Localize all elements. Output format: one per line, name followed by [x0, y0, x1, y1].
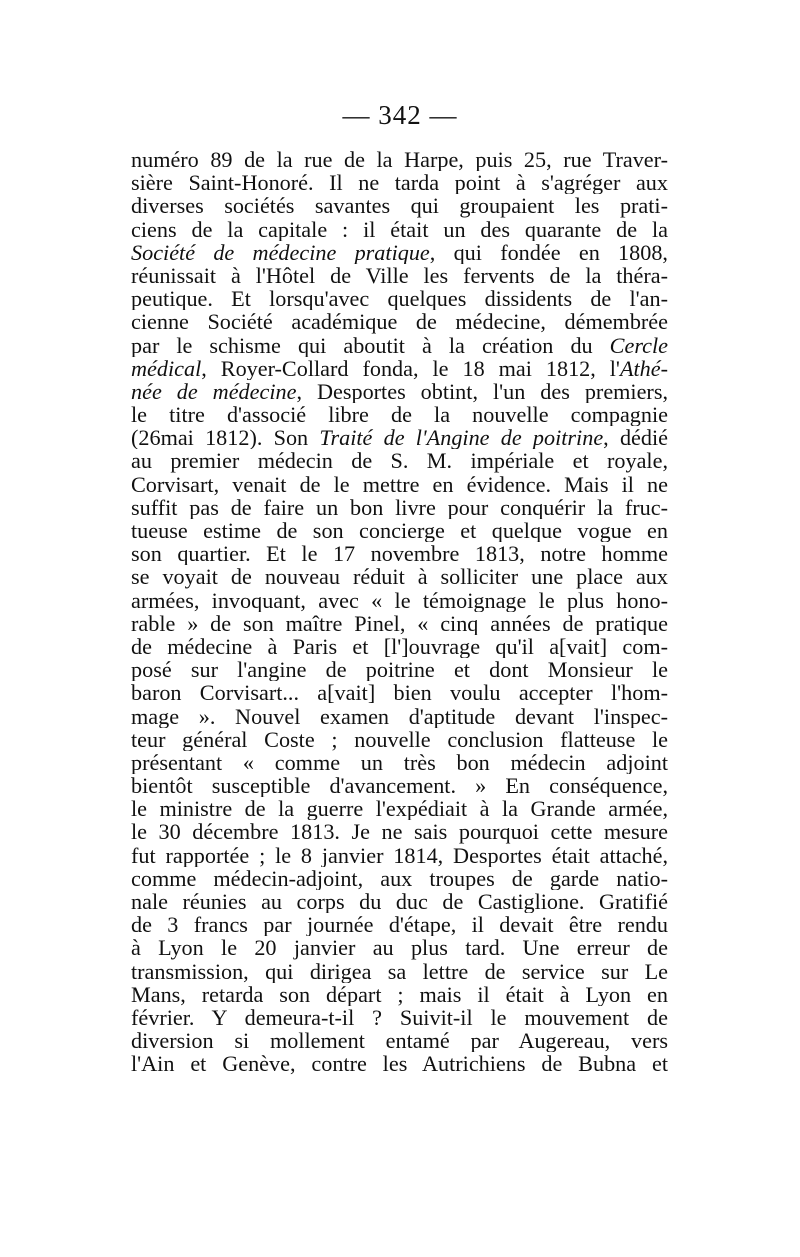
text-line — [131, 357, 668, 380]
text-segment: , dédié — [603, 426, 668, 450]
text-segment: (26mai 1812). Son — [131, 426, 320, 450]
italic-text: médical — [131, 356, 202, 380]
text-segment: baron Corvisart... a[vait] bien voulu accepter l'hom- — [131, 681, 668, 705]
text-segment: , Royer-Collard fonda, le 18 mai 1812, l' — [201, 356, 620, 380]
text-line — [131, 681, 668, 704]
text-segment: à Lyon le 20 janvier au plus tard. Une erreur de — [131, 936, 668, 960]
text-line — [131, 612, 668, 635]
text-segment: , qui fondée en 1808, — [429, 240, 668, 264]
text-line — [131, 403, 668, 426]
text-line — [131, 658, 668, 681]
text-line — [131, 496, 668, 519]
text-line — [131, 171, 668, 194]
text-line — [131, 936, 668, 959]
text-segment: bientôt susceptible d'avancement. » En conséquence, — [131, 774, 668, 798]
text-line — [131, 1006, 668, 1029]
text-segment: février. Y demeura-t-il ? Suivit-il le mouvement de — [131, 1005, 668, 1030]
text-segment: comme médecin-adjoint, aux troupes de garde natio- — [131, 866, 668, 890]
text-line — [131, 820, 668, 843]
text-line — [131, 844, 668, 867]
italic-text: Cercle — [609, 333, 668, 357]
text-segment: son quartier. Et le 17 novembre 1813, notre homme — [131, 542, 668, 566]
text-line — [131, 1052, 668, 1075]
italic-text: née de médecine — [131, 379, 297, 404]
text-line — [131, 264, 668, 287]
text-segment: l'Ain et Genève, contre les Autrichiens de Bubna et — [131, 1052, 668, 1076]
text-line — [131, 148, 668, 171]
text-line — [131, 797, 668, 820]
text-line — [131, 705, 668, 728]
text-segment: suffit pas de faire un bon livre pour conquérir la fruc- — [131, 495, 668, 519]
text-line — [131, 194, 668, 217]
italic-text: Traité de l'Angine de poitrine — [319, 426, 604, 450]
text-segment: tueuse estime de son concierge et quelque vogue en — [131, 519, 668, 543]
text-segment: sière Saint-Honoré. Il ne tarda point à s'agréger aux — [131, 171, 668, 195]
text-line — [131, 519, 668, 542]
text-line — [131, 287, 668, 310]
text-line — [131, 728, 668, 751]
text-segment: peutique. Et lorsqu'avec quelques dissidents de l'an- — [131, 287, 668, 311]
text-segment: fut rapportée ; le 8 janvier 1814, Desportes était attaché, — [131, 843, 668, 867]
text-segment: présentant « comme un très bon médecin adjoint — [131, 750, 668, 775]
text-segment: diversion si mollement entamé par Augereau, vers — [131, 1029, 668, 1053]
text-line — [131, 473, 668, 496]
text-segment: le 30 décembre 1813. Je ne sais pourquoi cette mesure — [131, 820, 668, 844]
text-line — [131, 774, 668, 797]
text-segment: teur général Coste ; nouvelle conclusion flatteuse le — [131, 727, 668, 751]
text-segment: diverses sociétés savantes qui groupaient les prati- — [131, 194, 668, 218]
italic-text: Société de médecine pratique — [131, 240, 430, 264]
text-line — [131, 565, 668, 588]
text-segment: numéro 89 de la rue de la Harpe, puis 25, rue Traver- — [131, 148, 668, 172]
text-line — [131, 635, 668, 658]
text-line — [131, 426, 668, 449]
text-line — [131, 913, 668, 936]
text-segment: réunissait à l'Hôtel de Ville les fervents de la théra- — [131, 263, 668, 288]
text-segment: se voyait de nouveau réduit à solliciter une place aux — [131, 565, 668, 589]
text-line — [131, 310, 668, 333]
text-line — [131, 241, 668, 264]
text-segment: au premier médecin de S. M. impériale et royale, — [131, 449, 668, 473]
text-segment: ciens de la capitale : il était un des quarante de la — [131, 217, 668, 241]
text-segment: posé sur l'angine de poitrine et dont Monsieur le — [131, 658, 668, 682]
text-line — [131, 542, 668, 565]
text-line — [131, 334, 668, 357]
text-segment: nale réunies au corps du duc de Castiglione. Gratifié — [131, 890, 668, 914]
text-line — [131, 1029, 668, 1052]
text-segment: par le schisme qui aboutit à la création du — [131, 333, 610, 357]
text-line — [131, 449, 668, 472]
text-line — [131, 867, 668, 890]
text-segment: le titre d'associé libre de la nouvelle compagnie — [131, 403, 668, 427]
text-segment: de médecine à Paris et [l']ouvrage qu'il a[vait] com- — [131, 634, 668, 659]
text-segment: cienne Société académique de médecine, démembrée — [131, 310, 668, 334]
page-number: — 342 — — [342, 100, 458, 130]
text-segment: , Desportes obtint, l'un des premiers, — [296, 379, 668, 404]
text-segment: Corvisart, venait de le mettre en évidence. Mais il ne — [131, 472, 668, 496]
italic-text: Athé- — [619, 356, 668, 380]
text-segment: de 3 francs par journée d'étape, il devait être rendu — [131, 913, 668, 937]
text-line — [131, 751, 668, 774]
body-text — [131, 148, 668, 1076]
text-segment: mage ». Nouvel examen d'aptitude devant l'inspec- — [131, 704, 668, 728]
text-line — [131, 380, 668, 403]
text-segment: transmission, qui dirigea sa lettre de service sur Le — [131, 959, 668, 983]
text-segment: rable » de son maître Pinel, « cinq années de pratique — [131, 611, 668, 635]
text-line — [131, 983, 668, 1006]
text-line — [131, 960, 668, 983]
text-segment: le ministre de la guerre l'expédiait à la Grande armée, — [131, 797, 668, 821]
text-segment: armées, invoquant, avec « le témoignage le plus hono- — [131, 588, 668, 612]
text-segment: Mans, retarda son départ ; mais il était à Lyon en — [131, 982, 668, 1006]
text-line — [131, 890, 668, 913]
text-line — [131, 589, 668, 612]
text-line — [131, 218, 668, 241]
